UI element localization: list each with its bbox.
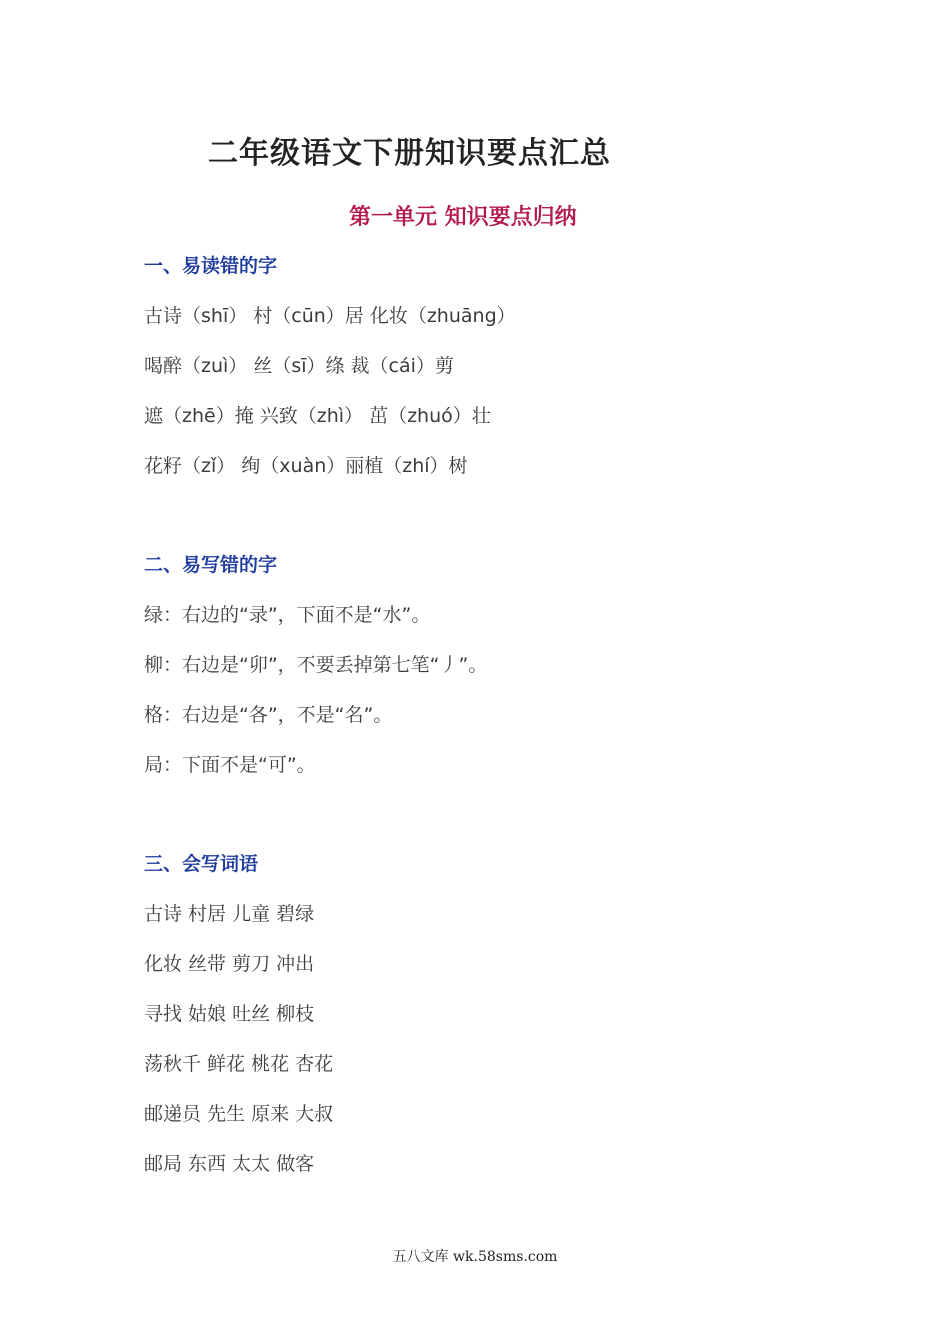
list-item: 柳：右边是“卯”，不要丢掉第七笔“丿”。 bbox=[144, 654, 488, 676]
list-item: 局：下面不是“可”。 bbox=[144, 754, 316, 776]
list-item: 花籽（zǐ） 绚（xuàn）丽植（zhí）树 bbox=[144, 455, 468, 477]
list-item: 化妆 丝带 剪刀 冲出 bbox=[144, 953, 315, 975]
section-vocabulary bbox=[144, 851, 333, 1201]
section-heading: 一、易读错的字 bbox=[144, 255, 278, 277]
list-item: 邮递员 先生 原来 大叔 bbox=[144, 1103, 334, 1125]
section-misread-characters bbox=[144, 253, 516, 503]
list-item: 喝醉（zuì） 丝（sī）绦 裁（cái）剪 bbox=[144, 355, 454, 377]
list-item: 格：右边是“各”，不是“名”。 bbox=[144, 704, 393, 726]
list-item: 邮局 东西 太太 做客 bbox=[144, 1153, 315, 1175]
section-heading: 三、会写词语 bbox=[144, 853, 259, 875]
unit-title: 第一单元 知识要点归纳 bbox=[349, 205, 577, 230]
list-item: 遮（zhē）掩 兴致（zhì） 茁（zhuó）壮 bbox=[144, 405, 491, 427]
page-title: 二年级语文下册知识要点汇总 bbox=[208, 136, 611, 171]
section-heading: 二、易写错的字 bbox=[144, 554, 278, 576]
list-item: 古诗（shī） 村（cūn）居 化妆（zhuāng） bbox=[144, 305, 516, 327]
list-item: 荡秋千 鲜花 桃花 杏花 bbox=[144, 1053, 334, 1075]
footer-watermark: 五八文库 wk.58sms.com bbox=[392, 1249, 558, 1265]
list-item: 古诗 村居 儿童 碧绿 bbox=[144, 903, 315, 925]
list-item: 绿：右边的“录”，下面不是“水”。 bbox=[144, 604, 431, 626]
list-item: 寻找 姑娘 吐丝 柳枝 bbox=[144, 1003, 315, 1025]
section-miswritten-characters bbox=[144, 552, 487, 802]
